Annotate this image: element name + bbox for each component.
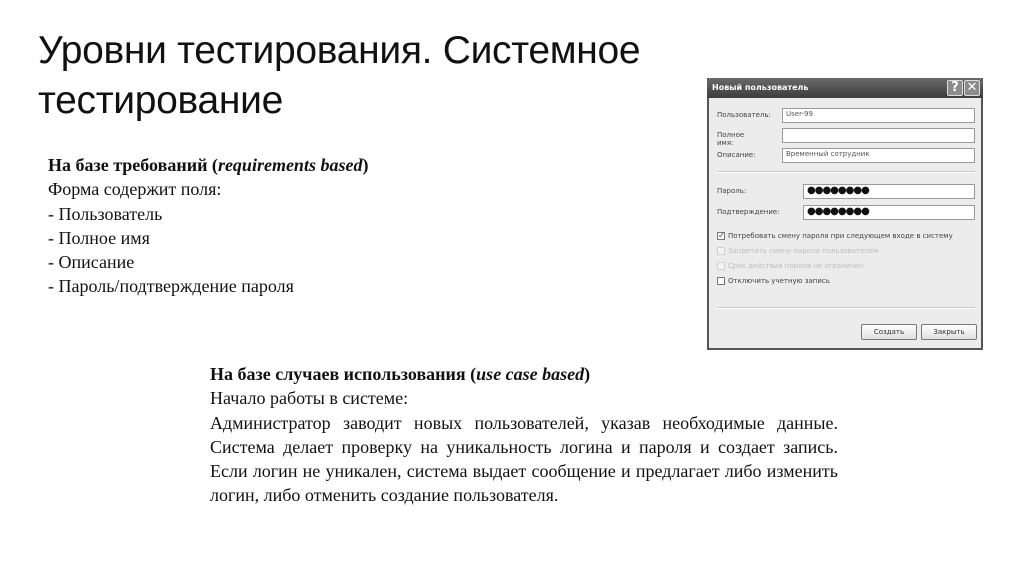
list-item: - Описание (48, 252, 135, 273)
username-input[interactable]: User-99 (782, 108, 975, 123)
checkbox-icon[interactable] (717, 277, 725, 285)
use-case-section (210, 362, 838, 508)
checkbox-disable-account[interactable] (717, 277, 830, 285)
create-button[interactable]: Создать (861, 324, 917, 340)
heading-text: На базе требований ( (48, 155, 218, 175)
list-item: - Пароль/подтверждение пароля (48, 276, 294, 297)
password-input[interactable]: ●●●●●●●● (803, 184, 975, 199)
checkbox-icon (717, 262, 725, 270)
checkbox-checked-icon[interactable]: ✓ (718, 231, 725, 240)
checkbox-password-never-expires (717, 262, 863, 270)
requirements-heading (48, 153, 468, 177)
heading-close: ) (362, 155, 369, 175)
separator (717, 171, 975, 173)
checkbox-label: Запретить смену пароля пользователем (728, 247, 879, 255)
checkbox-icon (717, 247, 725, 255)
use-case-intro: Начало работы в системе: (210, 388, 409, 409)
dialog-titlebar[interactable] (707, 78, 983, 98)
fullname-input[interactable] (782, 128, 975, 143)
use-case-heading (210, 362, 838, 386)
username-label: Пользователь: (717, 111, 771, 119)
list-item: - Пользователь (48, 203, 163, 224)
close-button[interactable]: Закрыть (921, 324, 977, 340)
heading-italic: use case based (476, 364, 585, 384)
checkbox-label: Срок действия пароля не ограничен (728, 262, 864, 270)
checkbox-require-password-change[interactable] (717, 232, 953, 240)
slide-title: Уровни тестирования. Системное тестирование (38, 29, 641, 122)
description-input[interactable]: Временный сотрудник (782, 148, 975, 163)
new-user-dialog (707, 78, 983, 350)
password-label: Пароль: (717, 187, 747, 195)
dialog-title: Новый пользователь (712, 83, 809, 92)
help-icon[interactable]: ? (947, 80, 963, 96)
close-icon[interactable]: ✕ (964, 80, 980, 96)
requirements-section (48, 153, 468, 299)
separator (717, 307, 975, 309)
fullname-label: Полное имя: (717, 131, 745, 147)
list-item: - Полное имя (48, 227, 150, 248)
heading-italic: requirements based (217, 155, 363, 175)
heading-close: ) (584, 364, 591, 384)
checkbox-label: Потребовать смену пароля при следующем входе в систему (728, 232, 953, 240)
description-label: Описание: (717, 151, 756, 159)
confirm-password-input[interactable]: ●●●●●●●● (803, 205, 975, 220)
heading-text: На базе случаев использования ( (210, 364, 477, 384)
use-case-body: Администратор заводит новых пользователей, указав необходимые данные. Система делает проверку на уникальность логина и пароля и создает запись. Если логин не уникален, система выдает сообщение и предлагает либо изменить логин, либо отменить создание пользователя. (210, 412, 838, 506)
checkbox-label: Отключить учетную запись (728, 277, 830, 285)
checkbox-prohibit-password-change (717, 247, 878, 255)
confirm-label: Подтверждение: (717, 208, 780, 216)
requirements-intro: Форма содержит поля: (48, 179, 222, 200)
